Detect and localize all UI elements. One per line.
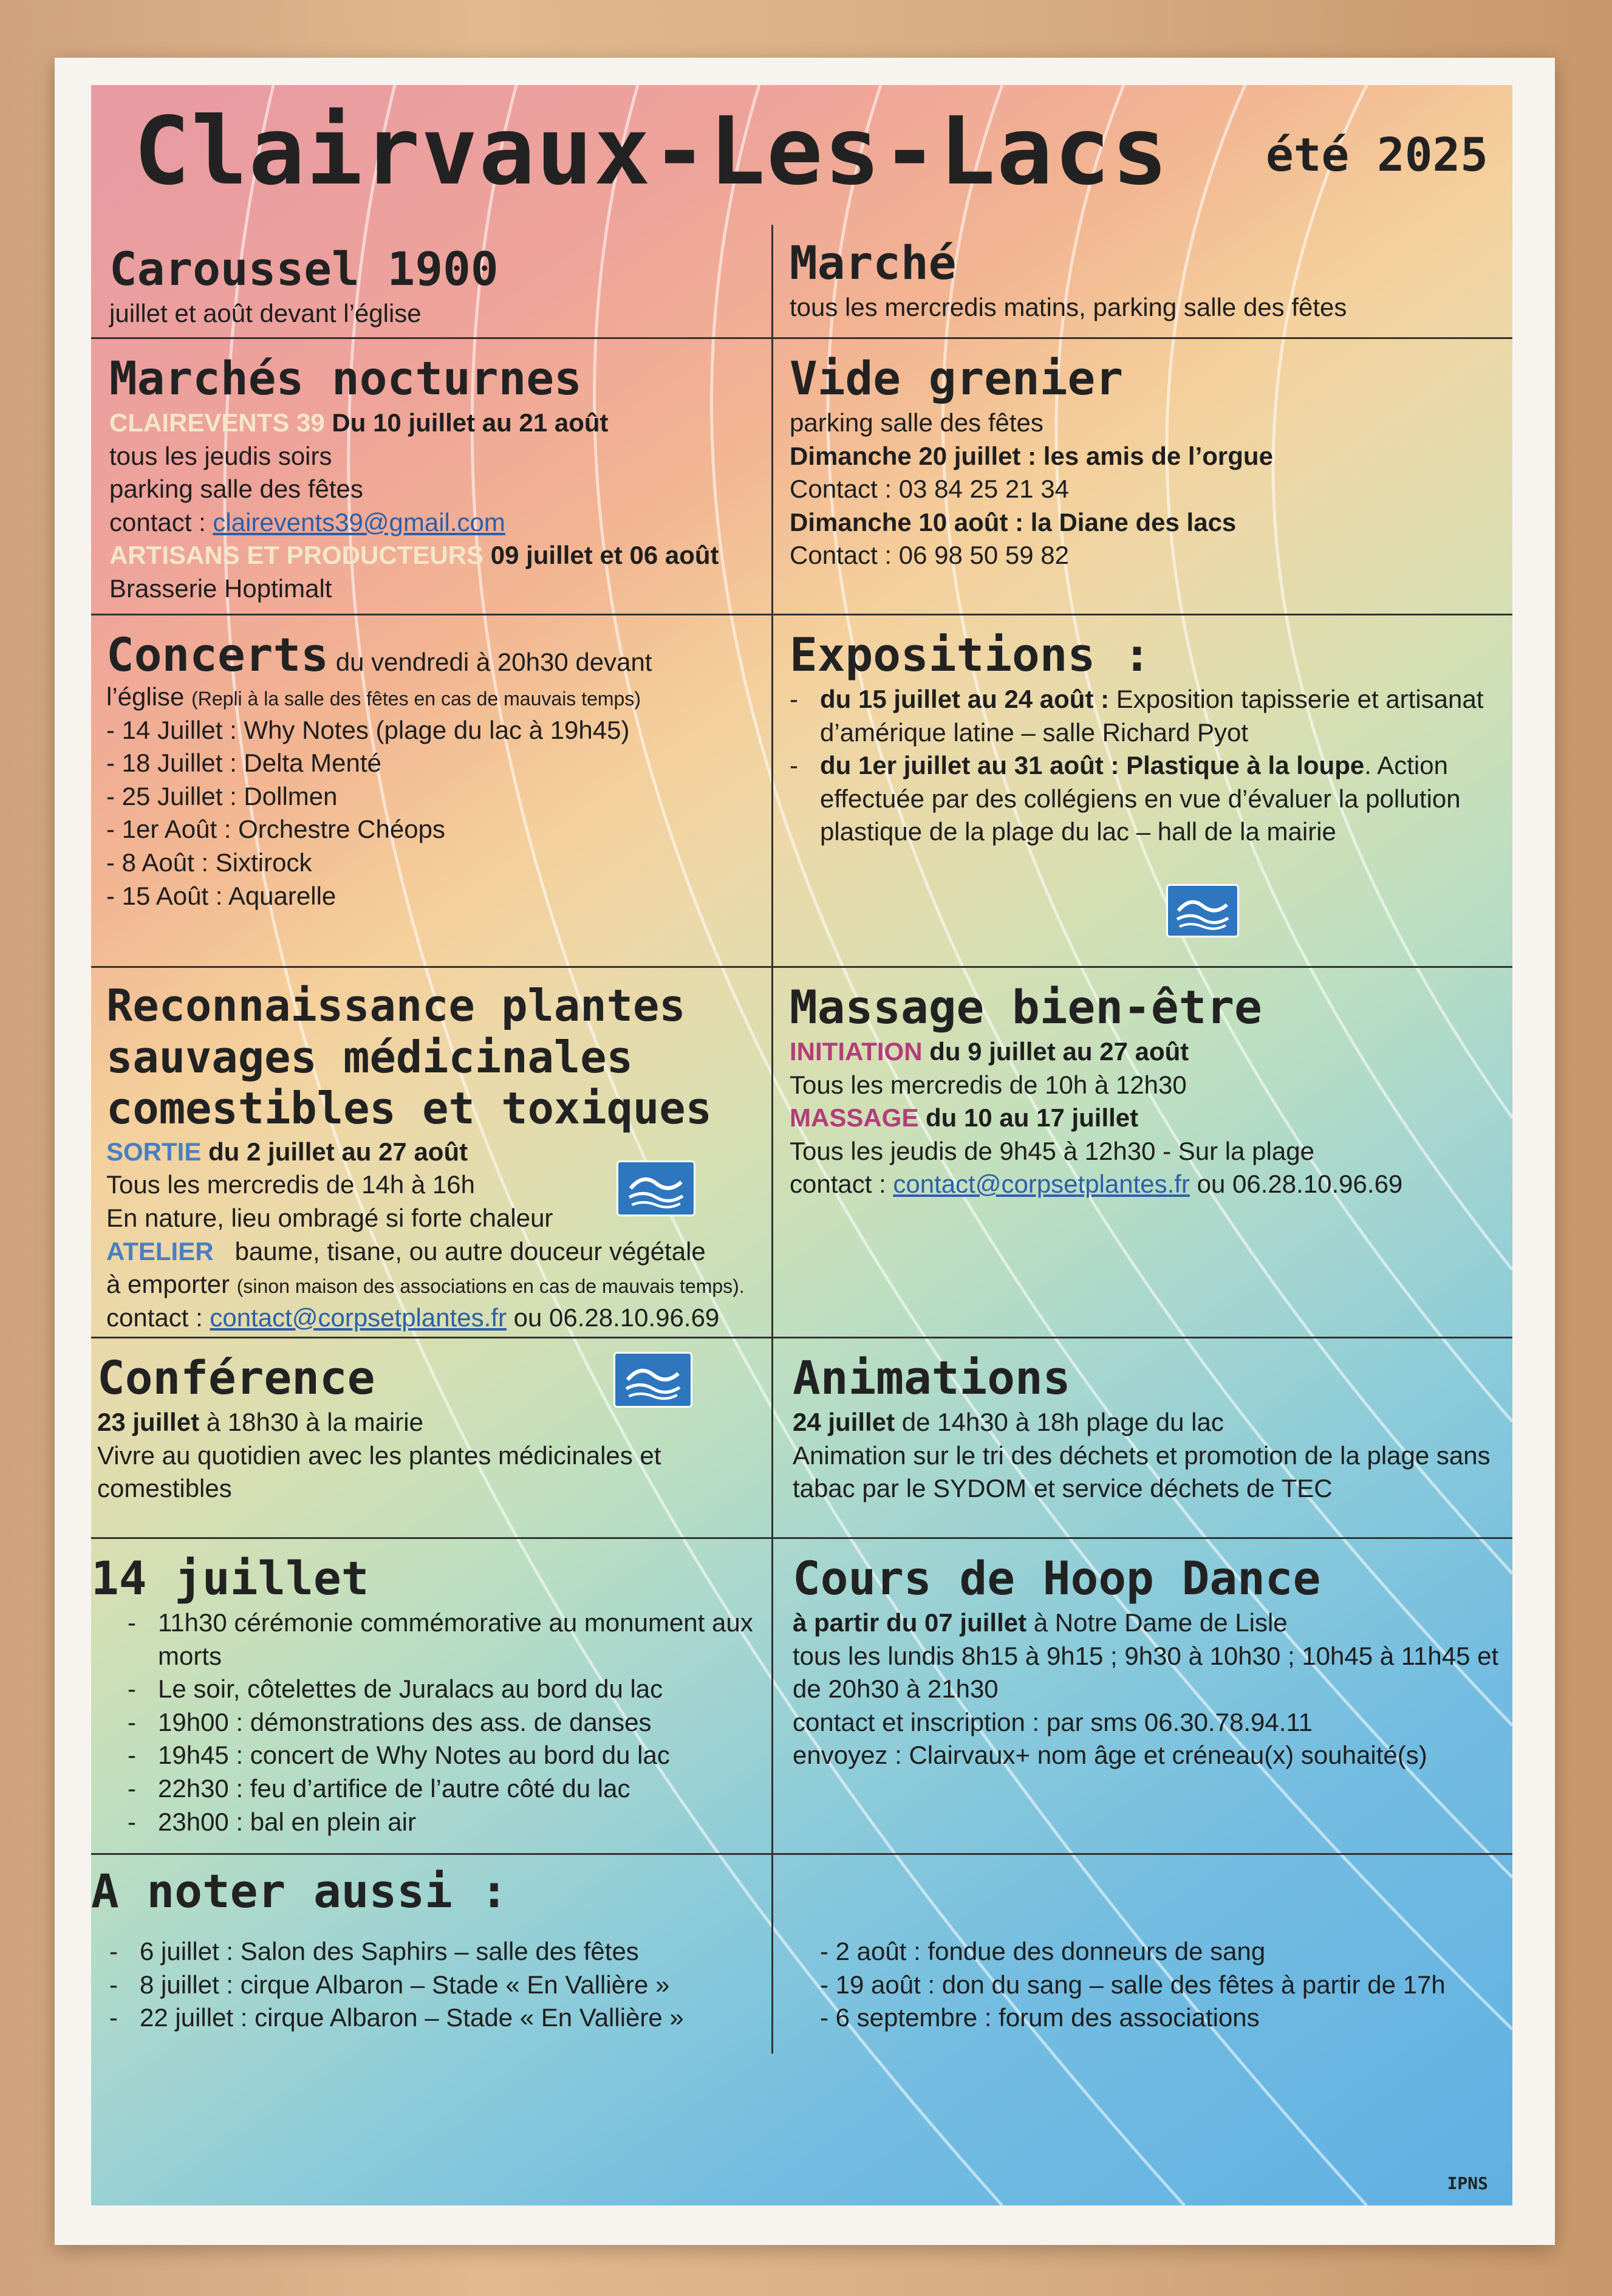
section-14-juillet — [91, 1552, 759, 1839]
list-item: - 19 août : don du sang – salle des fêtes à partir de 17h — [820, 1970, 1446, 1999]
section-title: Marché — [790, 236, 957, 290]
section-title: Conférence — [97, 1351, 375, 1405]
event-time: à 18h30 à la mairie — [199, 1408, 423, 1437]
email-link[interactable]: contact@corpsetplantes.fr — [893, 1170, 1190, 1199]
section-title-line: sauvages médicinales — [106, 1031, 633, 1083]
list-item: - du 15 juillet au 24 août : Exposition tapisserie et artisanat d’amérique latine – salle Richard Pyot — [790, 685, 1484, 747]
section-text: tous les mercredis matins, parking salle des fêtes — [790, 293, 1347, 322]
atelier-label: ATELIER — [106, 1236, 214, 1266]
list-item: - 18 Juillet : Delta Menté — [106, 749, 381, 778]
section-animations — [793, 1352, 1503, 1506]
text-line: Tous les jeudis de 9h45 à 12h30 - Sur la plage — [790, 1136, 1314, 1165]
event-date: 24 juillet — [793, 1408, 895, 1437]
section-title: Caroussel 1900 — [109, 242, 499, 296]
contact-label: contact : — [106, 1303, 210, 1332]
text-line: Tous les mercredis de 10h à 12h30 — [790, 1070, 1187, 1099]
section-title: Massage bien-être — [790, 980, 1262, 1034]
date-range: du 9 juillet au 27 août — [929, 1037, 1189, 1066]
org-label: CLAIREVENTS 39 — [109, 408, 325, 437]
event-date: à partir du 07 juillet — [793, 1608, 1027, 1637]
list-item: - 1er Août : Orchestre Chéops — [106, 815, 445, 844]
a-noter-left-list — [109, 1935, 796, 2035]
section-expositions — [790, 629, 1494, 849]
org-label: ARTISANS ET PRODUCTEURS — [109, 541, 484, 570]
poster-title: Clairvaux-Les-Lacs — [134, 97, 1169, 206]
column-divider — [771, 225, 773, 2054]
section-text: Animation sur le tri des déchets et promotion de la plage sans tabac par le SYDOM et service déchets de TEC — [793, 1441, 1491, 1503]
section-title: Animations — [793, 1351, 1071, 1405]
list-item: - du 1er juillet au 31 août : Plastique à la loupe. Action effectuée par des collégiens en vue d’évaluer la pollution plastique de la plage du lac – hall de la mairie — [790, 751, 1461, 846]
section-title: Cours de Hoop Dance — [793, 1551, 1321, 1605]
email-link[interactable]: contact@corpsetplantes.fr — [210, 1303, 507, 1332]
weather-note: (sinon maison des associations en cas de mauvais temps). — [236, 1275, 745, 1298]
event-date: 23 juillet — [97, 1408, 200, 1437]
contact-line: Contact : 03 84 25 21 34 — [790, 475, 1070, 504]
text-line: tous les lundis 8h15 à 9h15 ; 9h30 à 10h30 ; 10h45 à 11h45 et de 20h30 à 21h30 — [793, 1641, 1499, 1704]
text-line: envoyez : Clairvaux+ nom âge et créneau(x) souhaité(s) — [793, 1741, 1427, 1770]
row-divider — [91, 614, 1512, 615]
list-item: - 22 juillet : cirque Albaron – Stade « En Vallière » — [109, 2003, 684, 2032]
phone-number: ou 06.28.10.96.69 — [1189, 1170, 1403, 1199]
initiation-label: INITIATION — [790, 1037, 923, 1066]
contact-line: Contact : 06 98 50 59 82 — [790, 541, 1070, 570]
list-item: - 2 août : fondue des donneurs de sang — [820, 1937, 1266, 1965]
section-text: juillet et août devant l’église — [109, 299, 422, 328]
text-line: parking salle des fêtes — [109, 475, 363, 504]
row-divider — [91, 1853, 1512, 1855]
item-text: . Action effectuée par des collégiens en vue d’évaluer la pollution plastique de la plage du lac – hall de la mairie — [820, 751, 1461, 846]
a-noter-right-list — [820, 1935, 1506, 2035]
sortie-label: SORTIE — [106, 1137, 202, 1166]
list-item: - 6 juillet : Salon des Saphirs – salle des fêtes — [109, 1937, 639, 1965]
list-item: - 14 Juillet : Why Notes (plage du lac à 19h45) — [106, 715, 630, 744]
section-title-line: Reconnaissance plantes — [106, 980, 686, 1031]
row-divider — [91, 966, 1512, 968]
date-range: du 10 au 17 juillet — [926, 1103, 1139, 1133]
pavillon-bleu-icon — [1166, 884, 1239, 937]
poster — [91, 85, 1512, 2205]
section-subtitle: du vendredi à 20h30 devant — [335, 648, 652, 676]
section-massage — [790, 981, 1494, 1201]
pavillon-bleu-icon — [616, 1160, 695, 1216]
list-item: - 15 Août : Aquarelle — [106, 881, 336, 910]
section-text: Vivre au quotidien avec les plantes médicinales et comestibles — [97, 1441, 661, 1503]
list-item: - 6 septembre : forum des associations — [820, 2003, 1260, 2032]
date-range: du 2 juillet au 27 août — [208, 1137, 468, 1166]
section-caroussel — [109, 243, 753, 331]
row-divider — [91, 1537, 1512, 1539]
phone-number: ou 06.28.10.96.69 — [506, 1303, 720, 1332]
section-title: A noter aussi : — [91, 1864, 508, 1918]
email-link[interactable]: clairevents39@gmail.com — [213, 507, 505, 536]
poster-season: été 2025 — [1265, 128, 1488, 182]
text-line: contact et inscription : par sms 06.30.78.94.11 — [793, 1707, 1313, 1736]
text-line: l’église — [106, 682, 185, 711]
section-title: Vide grenier — [790, 351, 1124, 405]
list-item: - 22h30 : feu d’artifice de l’autre côté du lac — [128, 1774, 630, 1803]
list-item: - 8 juillet : cirque Albaron – Stade « En Vallière » — [109, 1970, 670, 1999]
text-line: Brasserie Hoptimalt — [109, 574, 332, 603]
row-divider — [91, 1337, 1512, 1338]
list-item: - 19h45 : concert de Why Notes au bord du lac — [128, 1741, 670, 1770]
text-line: parking salle des fêtes — [790, 408, 1043, 437]
section-title: Expositions : — [790, 628, 1151, 682]
list-item: - 25 Juillet : Dollmen — [106, 781, 338, 810]
date-range: 09 juillet et 06 août — [490, 541, 719, 570]
paper-sheet — [55, 58, 1555, 2245]
date-range: du 1er juillet au 31 août : Plastique à la loupe — [820, 751, 1365, 780]
event-date: Dimanche 20 juillet : les amis de l’orgue — [790, 441, 1273, 470]
list-item: - 11h30 cérémonie commémorative au monument aux morts — [128, 1608, 753, 1670]
contact-label: contact : — [109, 507, 213, 536]
section-title: Concerts — [106, 628, 329, 682]
text-line: à emporter — [106, 1270, 230, 1299]
atelier-text: baume, tisane, ou autre douceur végétale — [234, 1236, 706, 1266]
event-time: de 14h30 à 18h plage du lac — [895, 1408, 1224, 1437]
date-range: Du 10 juillet au 21 août — [332, 408, 609, 437]
section-marches-nocturnes — [109, 352, 765, 606]
massage-label: MASSAGE — [790, 1103, 919, 1133]
weather-note: (Repli à la salle des fêtes en cas de mauvais temps) — [191, 688, 641, 710]
pavillon-bleu-icon — [613, 1352, 692, 1408]
event-date: Dimanche 10 août : la Diane des lacs — [790, 507, 1237, 536]
text-line: Tous les mercredis de 14h à 16h — [106, 1170, 476, 1199]
section-hoop-dance — [793, 1552, 1506, 1772]
text-line: En nature, lieu ombragé si forte chaleur — [106, 1204, 553, 1233]
section-vide-grenier — [790, 352, 1494, 572]
event-place: à Notre Dame de Lisle — [1026, 1608, 1288, 1637]
section-title: 14 juillet — [91, 1551, 369, 1605]
ipns-mark: IPNS — [1447, 2173, 1488, 2193]
list-item: - Le soir, côtelettes de Juralacs au bord du lac — [128, 1674, 663, 1704]
item-text: Exposition tapisserie et artisanat d’amérique latine – salle Richard Pyot — [820, 685, 1484, 747]
list-item: - 8 Août : Sixtirock — [106, 848, 312, 877]
list-item: - 19h00 : démonstrations des ass. de danses — [128, 1707, 652, 1736]
list-item: - 23h00 : bal en plein air — [128, 1807, 416, 1836]
section-a-noter — [91, 1865, 1500, 1919]
text-line: tous les jeudis soirs — [109, 441, 332, 470]
section-marche — [790, 237, 1494, 324]
section-plantes — [106, 981, 762, 1334]
date-range: du 15 juillet au 24 août : — [820, 685, 1110, 714]
row-divider — [91, 337, 1512, 339]
contact-label: contact : — [790, 1170, 893, 1199]
section-title: Marchés nocturnes — [109, 351, 582, 405]
section-concerts — [106, 629, 762, 913]
section-title-line: comestibles et toxiques — [106, 1083, 712, 1134]
